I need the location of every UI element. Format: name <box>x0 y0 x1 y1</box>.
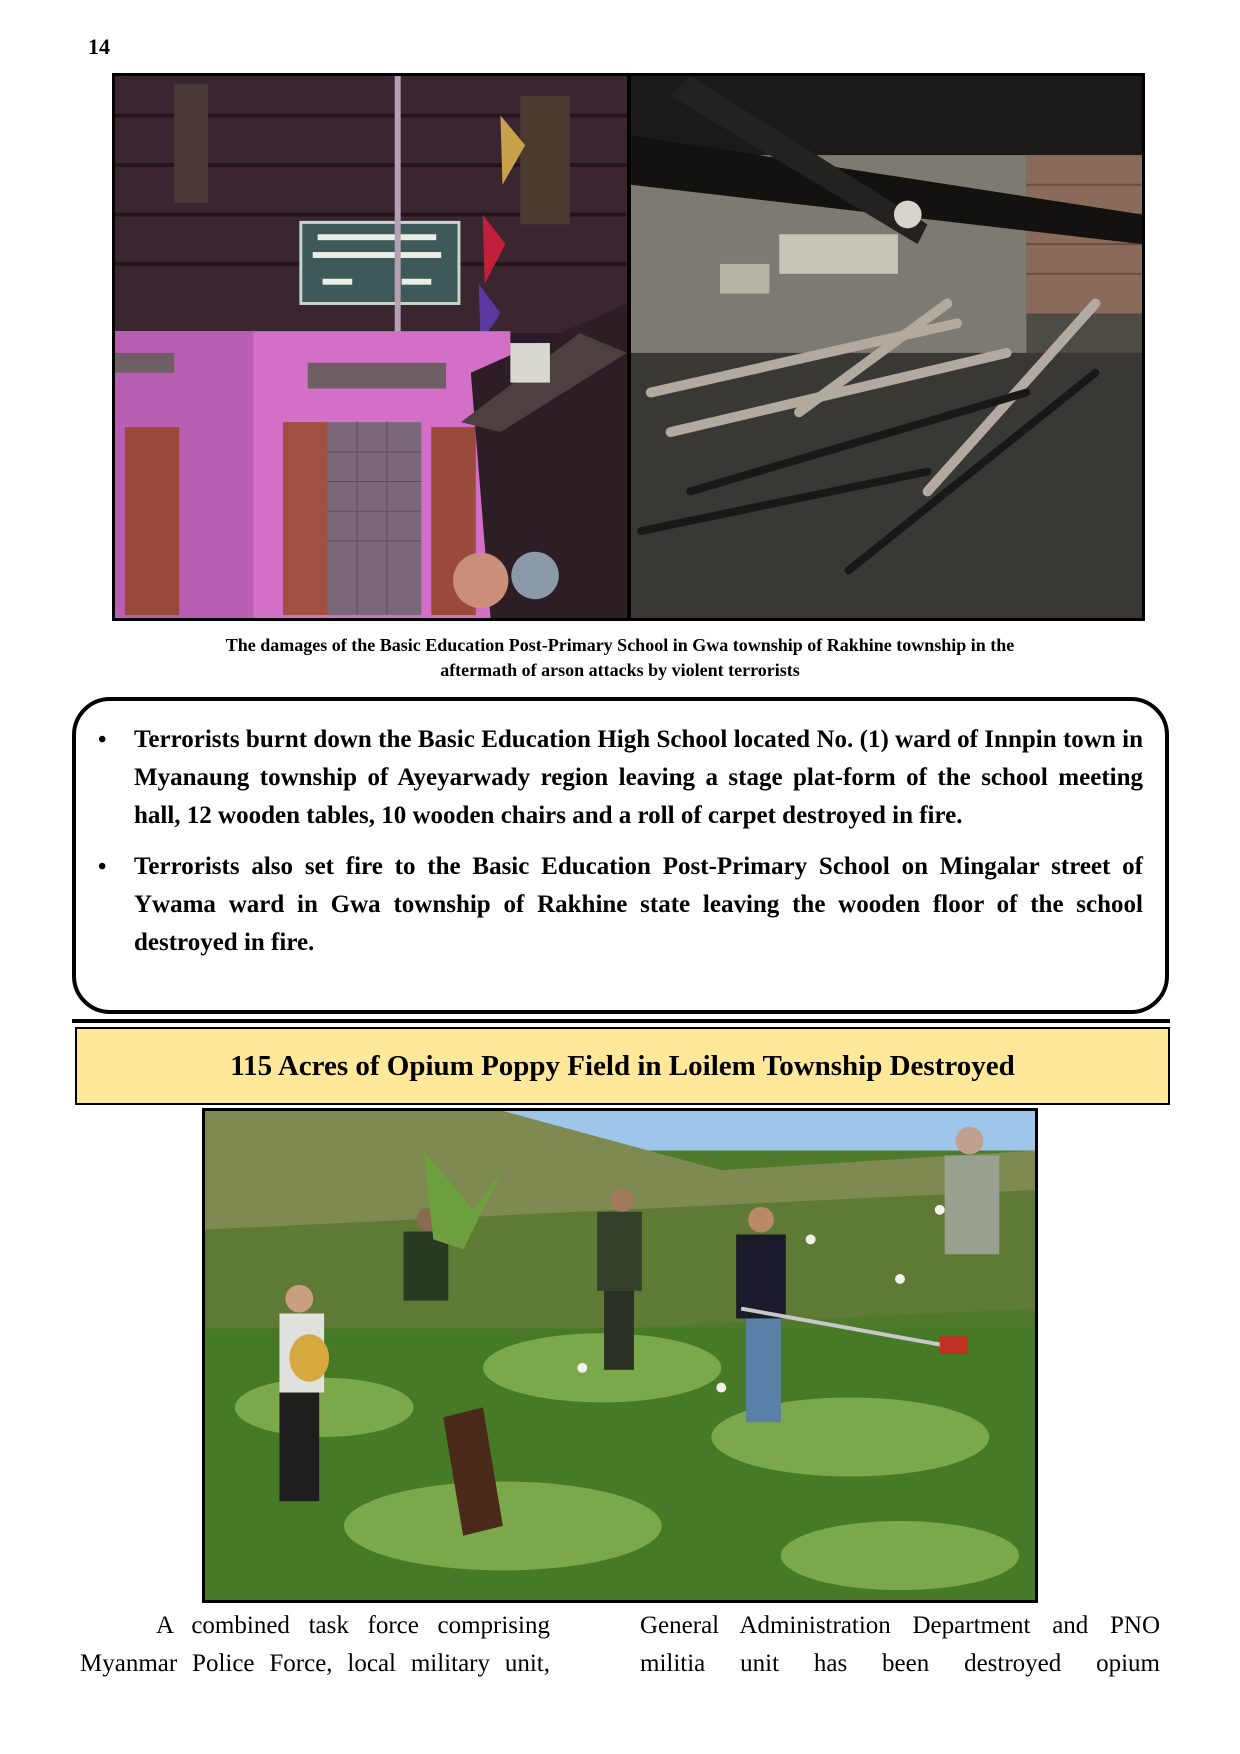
poppy-field-photo <box>202 1108 1038 1603</box>
article-column-left: A combined task force comprising Myanmar Police Force, local military unit, <box>80 1612 550 1677</box>
section-headline-box <box>75 1027 1170 1105</box>
incident-bullet-box <box>72 697 1169 1014</box>
section-headline: 115 Acres of Opium Poppy Field in Loilem Township Destroyed <box>230 1049 1015 1082</box>
school-facade-photo <box>112 73 630 621</box>
page-number: 14 <box>88 34 110 59</box>
caption-line-2: aftermath of arson attacks by violent terrorists <box>440 660 800 680</box>
burnt-debris-photo <box>628 73 1145 621</box>
photo-caption <box>130 633 1110 683</box>
incident-list <box>134 721 1143 962</box>
caption-line-1: The damages of the Basic Education Post-Primary School in Gwa township of Rakhine township in the <box>225 635 1015 655</box>
list-item: • Terrorists burnt down the Basic Education High School located No. (1) ward of Innpin town in Myanaung township of Ayeyarwady region leaving a stage plat-form of the school meeting hall, 12 wooden tables, 10 wooden chairs and a roll of carpet destroyed in fire. <box>134 721 1143 835</box>
article-column-right: General Administration Department and PNO militia unit has been destroyed opium <box>640 1612 1160 1677</box>
list-item: • Terrorists also set fire to the Basic Education Post-Primary School on Mingalar street of Ywama ward in Gwa township of Rakhine state leaving the wooden floor of the school destroyed in fire. <box>134 848 1143 962</box>
section-divider <box>72 1019 1170 1023</box>
